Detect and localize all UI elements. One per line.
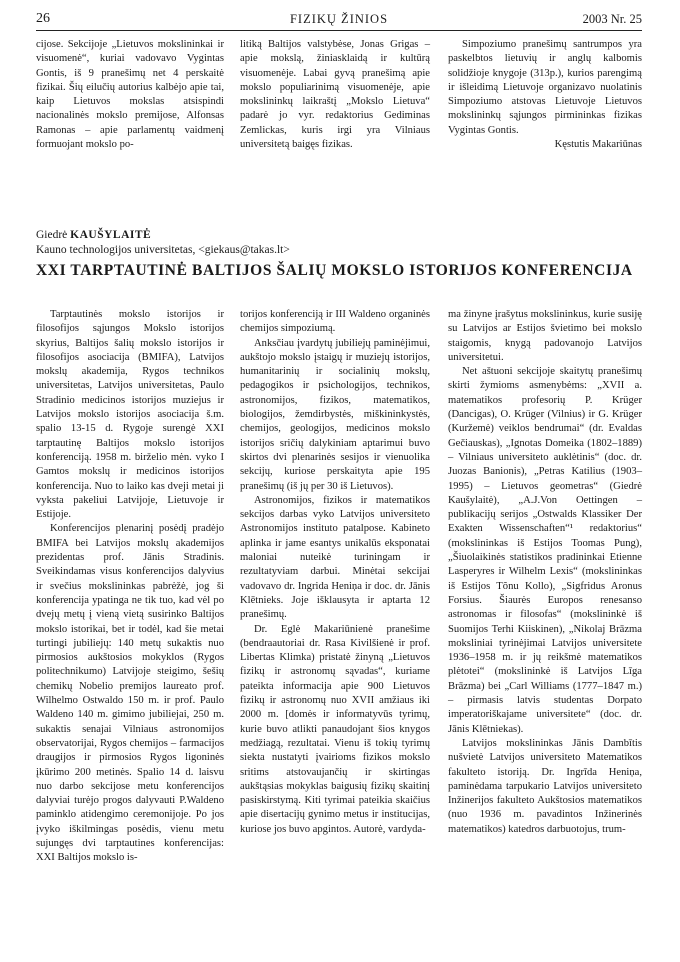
body-paragraph: Latvijos mokslininkas Jānis Dambītis nušvietė Latvijos universiteto Matematikos fakulteto istoriją. Dr. Ingrīda Heniņa, paminėdama tarpukario Latvijos universiteto Inžinerijos fakulteto Aukštosios matematikos (nuo 1936 m. pavadintos Inžinerinės matematikos) katedros darbuotojus, trum-	[448, 737, 642, 835]
prev-paragraph: cijose. Sekcijoje „Lietuvos mokslininkai ir visuomenė“, kuriai vadovavo Vygintas Gontis, iš 9 pranešimų net 4 perskaitė fizikai. Šių eilučių autorius kalbėjo apie tai, kaip Lietuvos mokslas atsispindi nacionalinės mokslo premijose, Alfonsas Ramonas – apie parlamentų vaidmenį formuojant mokslo po-	[36, 39, 224, 151]
body-paragraph: Konferencijos plenarinį posėdį pradėjo BMIFA bei Latvijos mokslų akademijos prezidentas prof. Jānis Stradinis. Sveikindamas visus konferencijos dalyvius ir svečius mokslininkas pabrėžė, jog ši konferencija ypatinga ne tik tuo, kad vėl po dvejų metų į vieną vietą susirinko Baltijos mokslo istorikai, bet ir todėl, kad šie metai turtingi jubiliejų: 140 metų sukaktis nuo pirmosios aukštosios mokyklos (Rygos politechnikumo) Latvijoje steigimo, šešių chemikų Nobelio premijos laureato prof. Wilhelmo Ostwaldo 150 m. ir prof. Paulo Waldeno 140 m. gimimo jubiliejai, 250 m. sukaktis senajai Vilniaus astronomijos observatorijai, Rygos chemijos – farmacijos draugijos ir pirmosios Rygos ligoninės įkūrimo 200 metinės. Spalio 14 d. laisvu nuo darbo sekcijose metu konferencijos dalyviai turėjo progos dalyvauti P.Waldeno paminklo atidengimo ceremonijoje. Po jos įvyko iškilmingas posėdis, vienu metu sujungęs dvi tarptautines konferencijas: XXI Baltijos mokslo is-	[36, 523, 224, 864]
body-col1	[36, 308, 224, 866]
journal-title: FIZIKŲ ŽINIOS	[289, 12, 389, 26]
article-title: XXI TARPTAUTINĖ BALTIJOS ŠALIŲ MOKSLO ISTORIJOS KONFERENCIJA	[36, 262, 633, 279]
body-paragraph: Anksčiau įvardytų jubiliejų paminėjimui, aukštojo mokslo įstaigų ir muziejų istorijos, humanitarinių ir socialinių mokslų, pedagogikos ir psichologijos, technikos, astronomijos, fizikos, matematikos, biologijos, žemdirbystės, miškininkystės, chemijos, geologijos, medicinos mokslo istorijos sričių dalykiniam aptarimui buvo skirtos dvi plenarinės sesijos ir vienuolika sekcijų, kuriose perskaityta apie 195 pranešimų (iš jų per 30 iš Lietuvos).	[240, 337, 430, 492]
body-paragraph: Dr. Eglė Makariūnienė pranešime (bendraautoriai dr. Rasa Kivilšienė ir prof. Libertas Klimka) pristatė žinyną „Lietuvos fizikų ir astronomų sąvadas“, kuriame pateikta informacija apie 900 Lietuvos fizikų ir astronomų nuo XVII amžiaus iki 2000 m. [domės ir informatyvūs tyrimų, kurie buvo atlikti panaudojant šios knygos medžiagą, rezultatai. Vienu iš tokių tyrimų siekta nustatyti įvairioms fizikos mokslo sritims atstovaujančių ir skirtingas aukštąsias mokyklas baigusių fizikų skaitinį pasiskirstymą. Kiti tyrimai pateikia skaičius apie disertacijų gynimo metus ir institucijas, kuriose jos buvo apgintos. Autorė, vardyda-	[240, 623, 430, 835]
author-name	[36, 228, 290, 243]
body-col2	[240, 308, 430, 837]
prev-article-col1	[36, 38, 224, 152]
page-number: 26	[36, 11, 50, 26]
prev-paragraph: litiką Baltijos valstybėse, Jonas Grigas – apie mokslą, žiniasklaidą ir kultūrą visuomenėje. Labai gyvą pranešimą apie mokslo populiarinimą visuomenėje, apie mokslininkų laikraštį „Mokslo Lietuva“ padarė jo vyr. redaktorius Gediminas Zemlickas, kuris irgi yra Vilniaus universitetą baigęs fizikas.	[240, 39, 430, 151]
author-last-name: KAUŠYLAITĖ	[70, 229, 152, 241]
running-header	[36, 8, 642, 31]
author-first-name: Giedrė	[36, 229, 68, 241]
prev-article-col2	[240, 38, 430, 152]
body-paragraph: torijos konferenciją ir III Waldeno organinės chemijos simpoziumą.	[240, 309, 430, 335]
prev-article-col3	[448, 38, 642, 152]
prev-signature: Kęstutis Makariūnas	[554, 139, 642, 151]
issue-label: 2003 Nr. 25	[582, 12, 642, 26]
author-block	[36, 228, 290, 258]
body-paragraph: ma žinyne įrašytus mokslininkus, kurie susiję su Latvijos ar Estijos švietimo bei mokslo staigomis, knygą padovanojo Latvijos universitetui.	[448, 309, 642, 363]
body-col3	[448, 308, 642, 837]
author-affiliation: Kauno technologijos universitetas, <giekaus@takas.lt>	[36, 244, 290, 256]
body-paragraph: Net aštuoni sekcijoje skaitytų pranešimų skirti žymioms asmenybėms: „XVII a. matematikos profesorių P. Krüger (Dancigas), O. Krüger (Vilnius) ir G. Krüger (Kuržemė) veiklos bendrumai“ (dr. Evaldas Gečiauskas), „Ignotas Domeika (1802–1889) – Vilniaus universiteto auklėtinis“ (doc. dr. Juozas Banionis), „Petras Katilius (1903–1995) – Lietuvos geometras“ (Giedrė Kaušylaitė), „A.J.Von Oettingen – publikacijų serijos „Ostwalds Klassiker Der Exakten Wissenschaften“¹ redaktorius“ (mokslininkas iš Estijos Toomas Pung), „Šiuolaikinės statistikos pradininkai Etienne Lasperyres ir Wilhelm Lexis“ (mokslininkas iš Estijos Tõnu Kollo), „Sigfridus Aronus Forsius. Šiaurės Europos renesanso astronomas ir filosofas“ (mokslininkė iš Suomijos Terhi Kiiskinen), „Nikolaj Brāzma moksliniai tyrinėjimai Latvijos universitete 1936–1958 m. ir jų reikšmė matematikos plėtotei“ (mokslininkė iš Latvijos Līga Brāzma) bei „Carl Williams (1777–1847 m.) – pirmasis latvis studentas Dorpato imperatoriškajame universitete“ (doc. dr. Jānis Klētniekas).	[448, 366, 642, 735]
prev-paragraph: Simpoziumo pranešimų santrumpos yra paskelbtos lietuvių ir anglų kalbomis solidžioje knygoje (313p.), kurios parengimą ir išleidimą Lietuvoje organizavo nuolatinis Simpoziumo atstovas Lietuvoje Lietuvos mokslininkų sąjungos pirmininkas fizikas Vygintas Gontis.	[448, 39, 642, 136]
body-paragraph: Tarptautinės mokslo istorijos ir filosofijos sąjungos Mokslo istorijos skyrius, Baltijos šalių mokslo istorijos ir filosofijos asociacija (BMIFA), Latvijos mokslų akademija, Rygos technikos universitetas, Latvijos universitetas, Paulo Stradinio medicinos istorijos muziejus ir Latvijos mokslo istorijos asociacija š.m. spalio 13-15 d. Rygoje surengė XXI tarptautinę Baltijos mokslo istorijos konferenciją. 1958 m. birželio mėn. vyko I Gamtos mokslų ir medicinos istorijos konferencija. Nuo to laiko kas dveji metai ji vyksta pakeliui Latvijoje, Lietuvoje ir Estijoje.	[36, 309, 224, 521]
body-paragraph: Astronomijos, fizikos ir matematikos sekcijos darbas vyko Latvijos universiteto Astronomijos instituto patalpose. Kabineto aplinka ir jame esantys unikalūs eksponatai maloniai nuteikė turiningam ir rezultatyviam darbui. Minėtai sekcijai vadovavo dr. Ingrida Heniņa ir doc. dr. Jānis Klētnieks. Joje išklausyta ir aptarta 12 pranešimų.	[240, 494, 430, 621]
